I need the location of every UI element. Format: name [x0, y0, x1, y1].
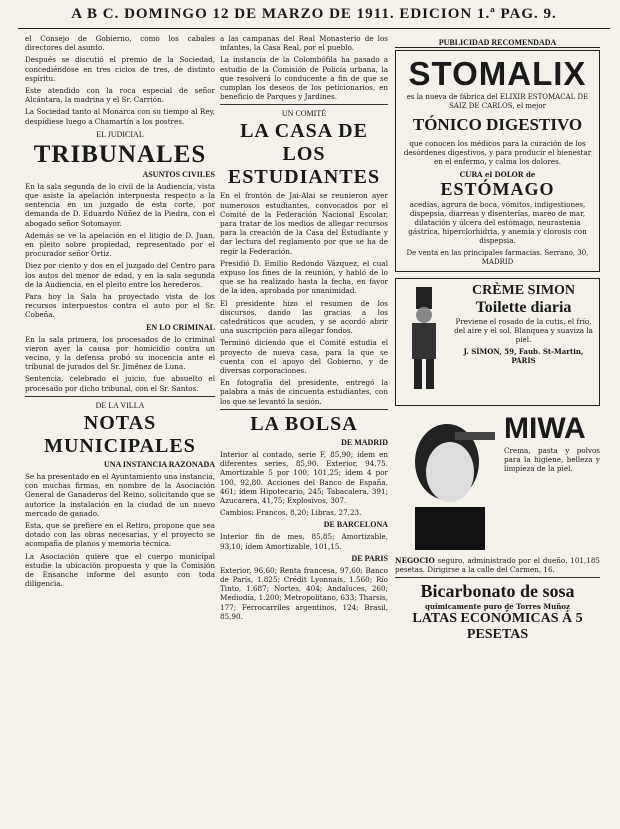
paragraph: a las campanas del Real Monasterio de los infantes, la Casa Real, por el pueblo. — [220, 34, 388, 53]
paragraph: Cambios: Francos, 8,20; Libras, 27,23. — [220, 508, 362, 518]
ad-address: J. SIMON, 59, Faub. St-Martin, PARIS — [463, 347, 584, 366]
page-header: A B C. DOMINGO 12 DE MARZO DE 1911. EDICION 1.ª PAG. 9. — [18, 6, 610, 29]
subheading: EN LO CRIMINAL — [146, 322, 215, 332]
ad-title: CRÈME SIMON — [471, 282, 576, 298]
ad-text: Crema, pasta y polvos para la higiene, belleza y limpieza de la piel. — [504, 445, 600, 474]
paragraph: Esta, que se prefiere en el Retiro, propone que sea dotado con las obras necesarias, y el proyecto se acompaña de planos y memoria técnica. — [25, 520, 215, 549]
ad-miwa — [395, 412, 600, 552]
subheading: ASUNTOS CIVILES — [142, 169, 215, 179]
paragraph: Terminó diciendo que el Comité estudia el proyecto de nueva casa, para la que se cuenta con el apoyo del Gobierno, y de diversas corporaciones. — [220, 338, 388, 376]
divider — [220, 409, 388, 410]
ad-title: MIWA — [504, 411, 586, 445]
ad-text: seguro, administrado por el dueño, 101,185 pesetas. Dirigirse a la calle del Carmen, 16. — [395, 555, 600, 574]
section-label: EL JUDICIAL — [96, 129, 144, 139]
ad-latas: LATAS ECONÓMICAS Á 5 PESETAS — [412, 611, 583, 643]
paragraph: Este atendido con la roca especial de señor Alcántara, la madrina y el Sr. Carrión. — [25, 86, 215, 105]
ad-negocio — [395, 556, 600, 574]
headline-tribunales: TRIBUNALES — [33, 140, 207, 168]
subheading: UNA INSTANCIA RAZONADA — [104, 459, 215, 469]
ad-title: NEGOCIO — [395, 555, 435, 565]
ad-toilette: Toilette diaria — [475, 298, 572, 316]
paragraph: el Consejo de Gobierno, como los cabales directores del asunto. — [25, 34, 215, 53]
paragraph: Después se discutió el premio de la Sociedad, concediéndose en tres ciclos de tres, de distinto espíritu. — [25, 55, 215, 83]
ad-text: que conocen los médicos para la curación de los desórdenes digestivos, y para producir el bienestar en el enfermo, y calma los dolores. — [403, 139, 592, 167]
headline-notas: NOTAS MUNICIPALES — [44, 411, 196, 457]
paragraph: En la sala segunda de lo civil de la Audiencia, vista que asiste la apelación interpuesta respecto a la sentencia en un juzgado de esta corte, por demanda de D. Eduardo Núñez de la Piedra, con el abogado señor Sotomayor. — [25, 181, 215, 228]
ads-heading: PUBLICIDAD RECOMENDADA — [395, 38, 600, 48]
paragraph: En la sala primera, los procesados de lo criminal vieron ayer la causa por homicidio contra un vecino, y la defensa probó su inocencia ante el tribunal de jurados del Sr. Jiménez de Luna. — [25, 334, 215, 372]
section-label: DE LA VILLA — [95, 400, 145, 410]
ad-text: De venta en las principales farmacias. Serrano, 30, MADRID — [406, 248, 589, 266]
ad-text: acedías, agrura de boca, vómitos, indigestiones, dispepsia, diarreas y disenterías, mareo de mar, dilatación y úlcera del estómago, neurastenia gástrica, hiperclorhidria, y anemia y clorosis con dispepsia. — [408, 199, 587, 246]
paragraph: Además se ve la apelación en el litigio de D. Juan, en pleito sobre propiedad, representado por el procurador señor Ortiz. — [25, 230, 215, 259]
column-3-ads — [395, 34, 600, 643]
ad-body — [504, 412, 600, 552]
man-portrait-icon — [395, 412, 500, 550]
subheading: DE BARCELONA — [323, 520, 388, 530]
paragraph: En fotografía del presidente, entregó la palabra a más de cincuenta estudiantes, con los que se levantó la sesión. — [220, 378, 388, 406]
headline-bolsa: LA BOLSA — [250, 412, 358, 435]
headline-casa: LA CASA DE LOS ESTUDIANTES — [227, 120, 381, 189]
ad-title: STOMALIX — [408, 55, 587, 92]
paragraph: La Asociación quiere que el cuerpo municipal estudie la ubicación propuesta y que la Comisión de Ensanche informe del asunto con toda diligencia. — [25, 551, 215, 589]
soldier-illustration-icon — [400, 283, 448, 393]
ad-estomago: ESTÓMAGO — [440, 178, 555, 199]
ad-text: químicamente puro de Torres Muñoz — [425, 602, 570, 612]
ad-text: CURA el DOLOR de — [459, 169, 536, 179]
column-2 — [220, 34, 388, 624]
ad-bicarbonato: Bicarbonato de sosa — [420, 581, 575, 602]
paragraph: Sentencia, celebrado el juicio, fue absuelto el procesado por dicho tribunal, con el Sr. Santos. — [25, 374, 215, 393]
column-1 — [25, 34, 215, 591]
paragraph: Interior al contado, serie F, 85,90; ídem en diferentes series, 85,90. Exterior, 94,75. Amortizable 5 por 100, 101,25; ídem 4 por 100, 92,80. Acciones del Banco de España, 461; ídem Hipotecario, 245; Tabacalera, 391; Azucarera, 41,75; Explosivos, 307. — [220, 449, 388, 505]
paragraph: Diez por ciento y dos en el juzgado del Centro para los autos del menor de edad, y en la sala segunda de la Audiencia, en el pleito entre los herederos. — [25, 261, 215, 289]
section-label: UN COMITÉ — [281, 109, 327, 119]
ad-text: es la nueva de fábrica del ELIXIR ESTOMACAL DE SAIZ DE CARLOS, el mejor — [406, 93, 589, 110]
subheading: DE MADRID — [341, 437, 388, 447]
paragraph: Se ha presentado en el Ayuntamiento una instancia, con muchas firmas, en nombre de la Asociación General de Ganaderos del Reino, solicitando que se autorice la instalación en la ciudad de un nuevo mercado de ganado. — [25, 471, 215, 518]
divider — [25, 396, 215, 397]
paragraph: En el frontón de Jai-Alai se reunieron ayer numerosos estudiantes, convocados por el Comité de la Federación Nacional Escolar, para tratar de los medios de allegar recursos para la creación de la Casa del Estudiante y dar lectura del reglamento por que se ha de regir la Federación. — [220, 191, 388, 256]
subheading: DE PARIS — [351, 553, 388, 563]
paragraph: El presidente hizo el resumen de los discursos, dando las gracias a los catedráticos que acuden, y se acordó abrir una suscripción para allegar fondos. — [220, 298, 388, 336]
ad-tonico: TÓNICO DIGESTIVO — [412, 115, 583, 134]
ad-body — [452, 283, 595, 401]
paragraph: La instancia de la Colombófila ha pasado a estudio de la Comisión de Policía urbana, la que resolverá lo conducente a fin de que se cumplan los deseos de los peticionarios, en beneficio de Parques y Jardines. — [220, 55, 388, 102]
ad-stomalix — [395, 50, 600, 272]
paragraph: Exterior, 96,60; Renta francesa, 97,60; Banco de París, 1.825; Crédit Lyonnais, 1.560; Río Tinto, 1.687; Nortes, 404; Andaluces, 260; Mediodía, 1.200; Metropolitano, 633; Tharsis, 177; Ferrocarriles argentinos, 124; Brasil, 85,90. — [220, 565, 388, 621]
paragraph: La Sociedad tanto al Monarca con su tiempo al Rey, despidiese luego a Chamartín a los postres. — [25, 107, 215, 126]
divider — [395, 577, 600, 578]
paragraph: Presidió D. Emilio Redondo Vázquez, el cual expuso los fines de la reunión, y habló de lo que se ha realizado hasta la fecha, en favor de la idea, aprobada por unanimidad. — [220, 258, 388, 296]
ad-text: Previene el rosado de la cutis, el frío, del aire y el sol. Blanquea y suaviza la piel. — [454, 316, 593, 345]
ad-creme-simon — [395, 278, 600, 406]
paragraph: Para hoy la Sala ha proyectado vista de los recursos interpuestos contra el auto por el Sr. Cobeña. — [25, 292, 215, 320]
paragraph: Interior fin de mes, 85,85; Amortizable, 93,10; ídem Amortizable, 101,15. — [220, 532, 388, 551]
divider — [220, 104, 388, 105]
